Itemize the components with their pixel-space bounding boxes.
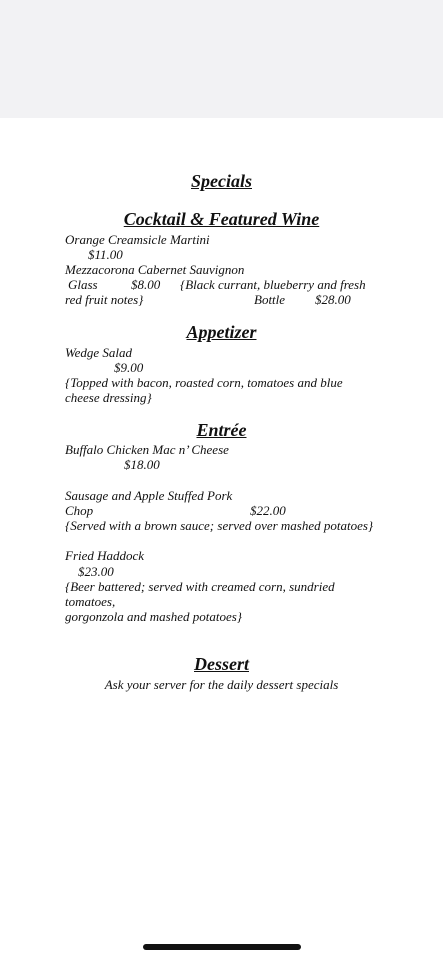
entree-item3-price: $23.00: [78, 564, 114, 579]
cocktail-item-name: Orange Creamsicle Martini: [65, 232, 210, 247]
entree-item3-desc-line1: {Beer battered; served with creamed corn, sundried: [65, 579, 335, 594]
wine-notes-line1: {Black currant, blueberry and fresh: [180, 277, 366, 292]
menu-title: Specials: [191, 171, 252, 191]
entree-item2-name-line2: Chop: [65, 503, 94, 518]
dessert-heading: Dessert: [194, 654, 249, 674]
entree-item2-name-line1: Sausage and Apple Stuffed Pork: [65, 488, 233, 503]
home-indicator[interactable]: [143, 944, 301, 950]
entree-item1-price: $18.00: [124, 457, 160, 472]
wine-notes-line2: red fruit notes}: [65, 292, 144, 307]
dessert-note: Ask your server for the daily dessert specials: [104, 677, 339, 692]
wine-glass-price: $8.00: [131, 277, 161, 292]
entree-heading: Entrée: [196, 420, 247, 440]
appetizer-desc-line1: {Topped with bacon, roasted corn, tomatoes and blue: [65, 375, 343, 390]
appetizer-item-name: Wedge Salad: [65, 345, 133, 360]
entree-item3-desc-line2: tomatoes,: [65, 594, 116, 609]
entree-item3-name: Fried Haddock: [65, 548, 145, 563]
wine-bottle-price: $28.00: [315, 292, 351, 307]
appetizer-desc-line2: cheese dressing}: [65, 390, 152, 405]
entree-item2-desc: {Served with a brown sauce; served over mashed potatoes}: [65, 518, 374, 533]
wine-glass-label: Glass: [68, 277, 98, 292]
cocktail-item-price: $11.00: [88, 247, 123, 262]
entree-item2-price: $22.00: [250, 503, 286, 518]
appetizer-heading: Appetizer: [186, 322, 257, 342]
wine-item-name: Mezzacorona Cabernet Sauvignon: [65, 262, 245, 277]
entree-item3-desc-line3: gorgonzola and mashed potatoes}: [65, 609, 242, 624]
appetizer-item-price: $9.00: [114, 360, 144, 375]
cocktail-heading: Cocktail & Featured Wine: [123, 209, 320, 229]
wine-bottle-label: Bottle: [254, 292, 286, 307]
entree-item1-name: Buffalo Chicken Mac n’ Cheese: [65, 442, 229, 457]
